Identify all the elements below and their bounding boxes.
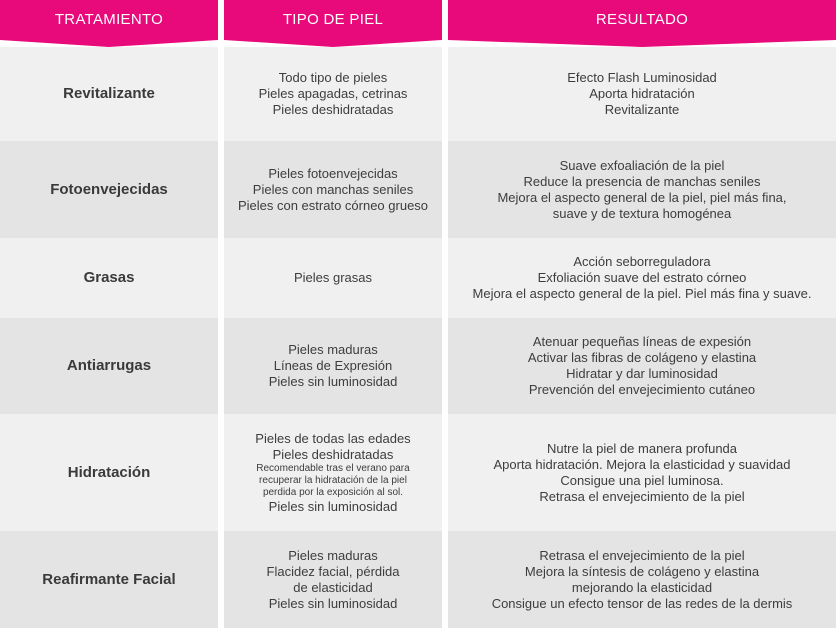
- result-line: Nutre la piel de manera profunda: [546, 440, 738, 456]
- skin-type-line: Pieles con manchas seniles: [252, 181, 414, 197]
- treatment-name: Reafirmante Facial: [0, 531, 218, 628]
- result-lines: [528, 334, 756, 398]
- skin-type-line: Pieles maduras: [288, 342, 378, 357]
- result-lines: [497, 158, 786, 222]
- skin-type-lines: [255, 431, 410, 515]
- result-line: Suave exfoaliación de la piel: [559, 157, 725, 173]
- skin-type-cell: [224, 141, 442, 238]
- skin-type-line: de elasticidad: [293, 579, 373, 595]
- skin-type-line: Pieles grasas: [293, 270, 373, 285]
- column-tipo-de-piel: [218, 0, 442, 628]
- skin-type-lines: [269, 342, 398, 390]
- column-resultado: [442, 0, 836, 628]
- column-tratamiento: [0, 0, 218, 628]
- result-line: Exfoliación suave del estrato córneo: [537, 270, 747, 285]
- skin-type-cell: [224, 47, 442, 141]
- skin-note-line: Recomendable tras el verano para: [256, 462, 410, 474]
- skin-type-cell: [224, 414, 442, 531]
- result-cell: [448, 141, 836, 238]
- result-line: Revitalizante: [604, 102, 680, 117]
- skin-type-lines: [294, 270, 372, 286]
- skin-type-lines: [267, 548, 400, 612]
- header-2: [448, 0, 836, 47]
- skin-type-line: Pieles deshidratadas: [272, 446, 394, 462]
- result-cell: [448, 531, 836, 628]
- result-line: Hidratar y dar luminosidad: [566, 366, 718, 381]
- result-line: Consigue un efecto tensor de las redes de la dermis: [491, 595, 793, 611]
- skin-type-line: Flacidez facial, pérdida: [266, 563, 400, 579]
- skin-type-line: Pieles fotoenvejecidas: [268, 165, 398, 181]
- header-0: [0, 0, 218, 47]
- skin-type-line: Pieles maduras: [288, 547, 378, 563]
- skin-type-line: Pieles sin luminosidad: [268, 498, 398, 514]
- skin-type-line: Pieles de todas las edades: [255, 430, 411, 446]
- result-line: Mejora la síntesis de colágeno y elastina: [524, 563, 760, 579]
- skin-note-line: perdida por la exposición al sol.: [262, 486, 404, 498]
- treatment-name: Hidratación: [0, 414, 218, 531]
- skin-type-line: Líneas de Expresión: [273, 358, 393, 373]
- result-line: Consigue una piel luminosa.: [560, 472, 724, 488]
- result-lines: [493, 441, 790, 505]
- result-lines: [473, 254, 812, 302]
- result-line: Prevención del envejecimiento cutáneo: [528, 382, 756, 397]
- skin-type-line: Todo tipo de pieles: [278, 70, 388, 85]
- header-label: TRATAMIENTO: [54, 11, 164, 28]
- skin-type-cell: [224, 531, 442, 628]
- result-line: Efecto Flash Luminosidad: [567, 70, 717, 85]
- result-line: Mejora el aspecto general de la piel. Piel más fina y suave.: [472, 286, 812, 301]
- result-line: Mejora el aspecto general de la piel, piel más fina,: [497, 189, 787, 205]
- skin-type-lines: [238, 166, 428, 214]
- skin-type-line: Pieles sin luminosidad: [268, 595, 398, 611]
- result-line: suave y de textura homogénea: [552, 205, 732, 221]
- result-line: Aporta hidratación. Mejora la elasticidad y suavidad: [493, 456, 791, 472]
- result-cell: [448, 47, 836, 141]
- result-cell: [448, 414, 836, 531]
- skin-type-line: Pieles con estrato córneo grueso: [237, 197, 429, 213]
- result-cell: [448, 238, 836, 318]
- treatment-name: Grasas: [0, 238, 218, 318]
- result-cell: [448, 318, 836, 414]
- skin-type-line: Pieles deshidratadas: [272, 102, 394, 117]
- skin-type-lines: [259, 70, 408, 118]
- header-1: [224, 0, 442, 47]
- result-line: Aporta hidratación: [589, 86, 695, 101]
- result-line: Activar las fibras de colágeno y elastina: [527, 350, 757, 365]
- treatment-name: Fotoenvejecidas: [0, 141, 218, 238]
- result-line: mejorando la elasticidad: [571, 579, 713, 595]
- result-lines: [492, 548, 793, 612]
- result-line: Retrasa el envejecimiento de la piel: [539, 547, 745, 563]
- header-label: TIPO DE PIEL: [282, 11, 384, 28]
- result-line: Acción seborreguladora: [573, 254, 711, 269]
- result-line: Reduce la presencia de manchas seniles: [523, 173, 761, 189]
- skin-type-cell: [224, 318, 442, 414]
- skin-type-line: Pieles apagadas, cetrinas: [258, 86, 408, 101]
- header-label: RESULTADO: [595, 11, 689, 28]
- skin-note-line: recuperar la hidratación de la piel: [259, 474, 407, 486]
- result-lines: [567, 70, 717, 118]
- treatment-name: Antiarrugas: [0, 318, 218, 414]
- treatment-name: Revitalizante: [0, 47, 218, 141]
- result-line: Atenuar pequeñas líneas de expesión: [532, 334, 752, 349]
- skin-type-cell: [224, 238, 442, 318]
- result-line: Retrasa el envejecimiento de la piel: [539, 488, 745, 504]
- skin-type-line: Pieles sin luminosidad: [268, 374, 398, 389]
